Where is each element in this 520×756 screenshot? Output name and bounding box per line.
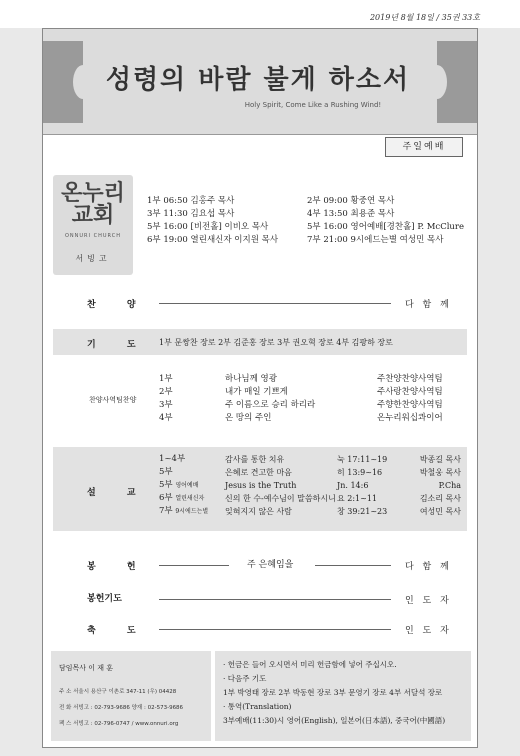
offering-leader: 다 함 께 [405, 562, 452, 572]
offering-hymn: 주 은혜임을 [247, 560, 294, 570]
schedule-right [307, 195, 464, 247]
offering-line-right [315, 565, 391, 566]
notice-line: · 통역(Translation) [223, 702, 292, 711]
schedule-item: 2부 09:00 황중연 목사 [307, 196, 395, 206]
schedule-item: 3부 11:30 김요섭 목사 [147, 209, 235, 219]
sermon-parts: 1~4부 5부 5부 영어예배 6부 열린새신자 7부 9시에드는별 [159, 454, 209, 516]
header-banner [43, 29, 477, 135]
dove-right-icon [437, 41, 477, 123]
church-logo [53, 175, 133, 275]
offering-prayer-line [159, 599, 391, 600]
blessing-label: 축 도 [87, 626, 150, 636]
sermon-titles: 감사를 통한 치유 은혜로 견고한 마음 Jesus is the Truth 신의 한 수-예수님이 말씀하시니 잊혀지지 않은 사람 [225, 455, 336, 516]
notice-line: · 다음주 기도 [223, 674, 267, 683]
banner-subtitle: Holy Spirit, Come Like a Rushing Wind! [244, 101, 382, 109]
church-info [51, 651, 211, 741]
logo-name: 온누리 교회 [61, 181, 125, 228]
schedule-item: 5부 16:00 영어예배[경찬홀] P. McClure [307, 222, 464, 232]
top-bar [0, 0, 520, 28]
notice-line: · 헌금은 들어 오시면서 미리 헌금함에 넣어 주십시오. [223, 660, 397, 669]
notice-line: 1부 박영태 장로 2부 박동현 장로 3부 문영기 장로 4부 서달석 장로 [223, 688, 443, 697]
blessing-line [159, 629, 391, 630]
service-badge: 주일예배 [385, 137, 463, 157]
logo-place: 서빙고 [75, 254, 111, 263]
praise-leader: 다 함 께 [405, 300, 452, 310]
choir-songs: 하나님께 영광 내가 매일 기쁘게 주 이름으로 승리 하리라 온 땅의 주인 [225, 374, 316, 423]
banner-title: 성령의 바람 불게 하소서 [105, 65, 411, 95]
dove-left-icon [43, 41, 83, 123]
sermon-label: 설 교 [87, 488, 150, 498]
notice-line: 3부예배(11:30)시 영어(English), 일본어(日本語), 중국어(中國語) [223, 716, 446, 725]
offering-prayer-label: 봉헌기도 [87, 594, 122, 604]
schedule-item: 7부 21:00 9시에드는별 여성민 목사 [307, 235, 444, 245]
issue-date: 2019년 8월 18일 / 35권 33호 [369, 13, 480, 22]
praise-label: 찬 양 [87, 300, 150, 310]
schedule-item: 6부 19:00 열린새신자 이지원 목사 [147, 235, 279, 245]
choir-label: 찬양사역팀찬양 [89, 396, 137, 404]
choir-parts: 1부 2부 3부 4부 [159, 374, 173, 423]
bulletin-page [42, 28, 478, 748]
schedule-left [147, 195, 278, 247]
prayer-label: 기 도 [87, 340, 150, 350]
senior-pastor: 담임목사 이 재 훈 [59, 664, 114, 672]
schedule-item: 1부 06:50 김홍주 목사 [147, 196, 235, 206]
church-phone: 전 화 서빙고 : 02-793-9686 양재 : 02-573-9686 [59, 705, 184, 711]
schedule-item: 5부 16:00 [비전홀] 이비오 목사 [147, 222, 269, 232]
sermon-refs: 눅 17:11~19 히 13:9~16 Jn. 14:6 요 2:1~11 창 39:21~23 [337, 455, 388, 516]
sermon-pastors: 박종길 목사 박철웅 목사 P.Cha 김소리 목사 여성민 목사 [419, 455, 461, 516]
praise-line [159, 303, 391, 304]
offering-prayer-leader: 인 도 자 [405, 596, 452, 606]
choir-teams: 주찬양찬양사역팀 주사랑찬양사역팀 주향한찬양사역팀 온누리워십콰이어 [377, 374, 443, 423]
schedule-item: 4부 13:50 최용준 목사 [307, 209, 395, 219]
church-address: 주 소 서울시 용산구 이촌로 347-11 (우) 04428 [59, 689, 177, 695]
blessing-leader: 인 도 자 [405, 626, 452, 636]
offering-label: 봉 헌 [87, 562, 150, 572]
prayer-text: 1부 문쌍찬 장로 2부 김준홍 장로 3부 권오혁 장로 4부 김팡하 장로 [159, 338, 393, 347]
offering-line-left [159, 565, 229, 566]
church-fax: 팩 스 서빙고 : 02-796-0747 / www.onnuri.org [59, 721, 179, 727]
logo-english: ONNURI CHURCH [64, 233, 121, 239]
notices [215, 651, 471, 741]
